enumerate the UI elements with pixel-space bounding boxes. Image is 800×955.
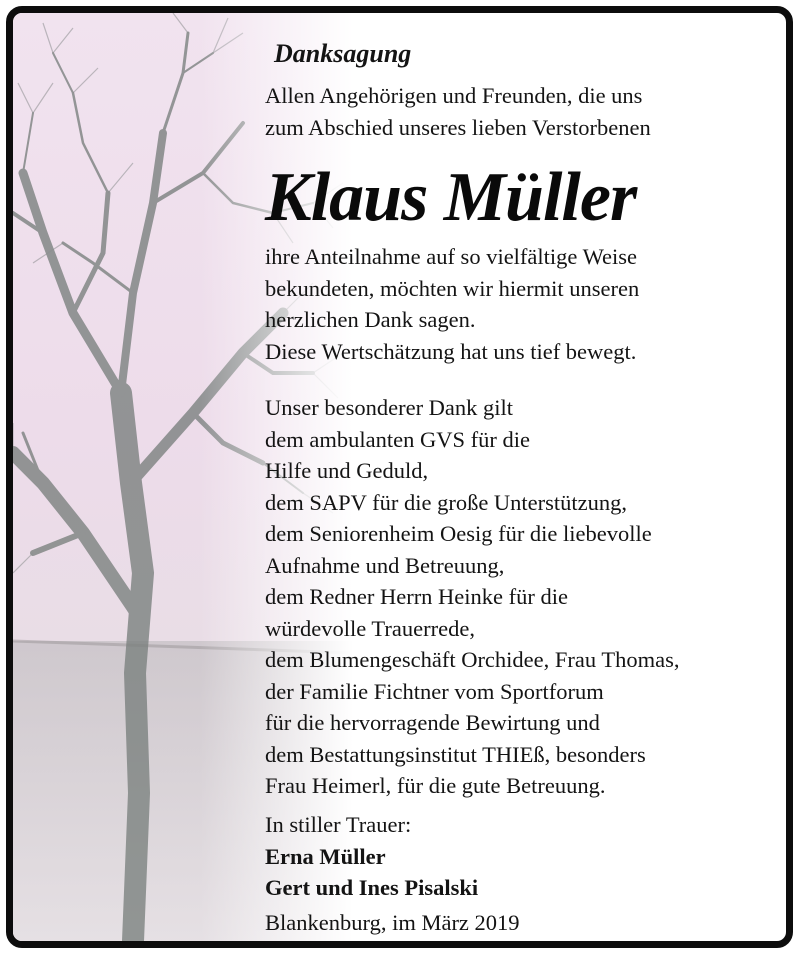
special-thanks-paragraph — [265, 392, 679, 802]
text-line: dem Seniorenheim Oesig für die liebevolle — [265, 521, 652, 546]
text-line: ihre Anteilnahme auf so vielfältige Weise — [265, 244, 638, 269]
text-line: der Familie Fichtner vom Sportforum — [265, 678, 604, 704]
deceased-name: Klaus Müller — [265, 159, 637, 236]
place-date: Blankenburg, im März 2019 — [265, 910, 520, 935]
obituary-notice — [6, 6, 793, 948]
text-line: dem ambulanten GVS für die — [265, 426, 530, 452]
signer-name: Gert und Ines Pisalski — [265, 875, 479, 900]
text-line: Unser besonderer Dank gilt — [265, 395, 514, 420]
thanks-paragraph — [265, 241, 639, 367]
signer-name: Erna Müller — [265, 843, 386, 869]
text-line: Aufnahme und Betreuung, — [265, 552, 505, 578]
text-line: bekundeten, möchten wir hiermit unseren — [265, 275, 640, 301]
text-line: Diese Wertschätzung hat uns tief bewegt. — [265, 338, 637, 364]
text-line: dem Redner Herrn Heinke für die — [265, 584, 569, 609]
text-line: für die hervorragende Bewirtung und — [265, 710, 600, 735]
text-line: dem Blumengeschäft Orchidee, Frau Thomas, — [265, 647, 680, 672]
text-line: herzlichen Dank sagen. — [265, 307, 476, 332]
text-line: zum Abschied unseres lieben Verstorbenen — [265, 114, 651, 140]
notice-heading: Danksagung — [274, 39, 412, 68]
closing-line: In stiller Trauer: — [265, 812, 412, 837]
notice-text — [265, 13, 786, 941]
text-line: Hilfe und Geduld, — [265, 458, 429, 483]
intro-paragraph — [265, 80, 651, 143]
text-line: Allen Angehörigen und Freunden, die uns — [265, 83, 643, 108]
text-line: dem Bestattungsinstitut THIEß, besonders — [265, 741, 646, 767]
text-line: würdevolle Trauerrede, — [265, 615, 475, 641]
text-line: Frau Heimerl, für die gute Betreuung. — [265, 773, 606, 798]
text-line: dem SAPV für die große Unterstützung, — [265, 489, 628, 515]
closing-block — [265, 809, 478, 904]
